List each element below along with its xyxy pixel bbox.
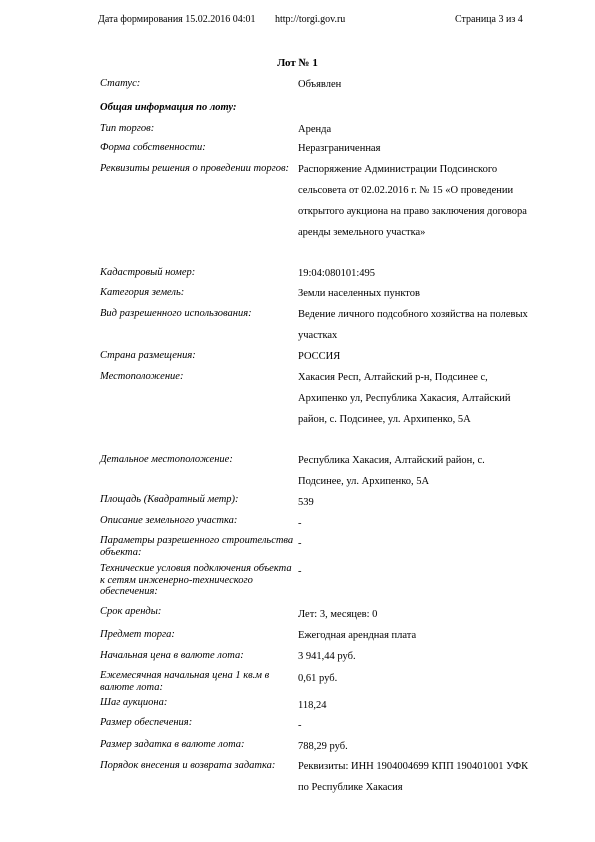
field-label: Предмет торга: [100, 629, 175, 640]
field-value: - [298, 538, 302, 549]
field-label: Шаг аукциона: [100, 697, 168, 708]
field-value: Реквизиты: ИНН 1904004699 КПП 190401001 УФК по Республике Хакасия [298, 761, 529, 793]
lot-title: Лот № 1 [277, 57, 318, 69]
field-value: 3 941,44 руб. [298, 651, 356, 662]
field-value: 0,61 руб. [298, 673, 338, 684]
general-info-heading: Общая информация по лоту: [100, 102, 237, 113]
field-value: 118,24 [298, 700, 327, 711]
field-label: Категория земель: [100, 287, 185, 298]
field-value: Лет: 3, месяцев: 0 [298, 609, 378, 620]
field-label: Местоположение: [100, 371, 184, 382]
field-value: Земли населенных пунктов [298, 288, 420, 299]
field-label: Кадастровый номер: [100, 267, 196, 278]
field-value: - [298, 720, 302, 731]
field-value: Хакасия Респ, Алтайский р-н, Подсинее с, Архипенко ул, Республика Хакасия, Алтайский район, с. Подсинее, ул. Архипенко, 5А [298, 372, 511, 425]
field-value: Республика Хакасия, Алтайский район, с. Подсинее, ул. Архипенко, 5А [298, 455, 485, 487]
field-value: Неразграниченная [298, 143, 381, 154]
field-label: Начальная цена в валюте лота: [100, 650, 244, 661]
field-value: 788,29 руб. [298, 741, 348, 752]
field-label: Площадь (Квадратный метр): [100, 494, 239, 505]
field-label: Порядок внесения и возврата задатка: [100, 760, 276, 771]
field-value: - [298, 566, 302, 577]
field-label: Ежемесячная начальная цена 1 кв.м в валюте лота: [100, 670, 270, 693]
field-label: Форма собственности: [100, 142, 206, 153]
status-value: Объявлен [298, 79, 342, 90]
field-label: Параметры разрешенного строительства объекта: [100, 535, 294, 558]
field-label: Размер обеспечения: [100, 717, 193, 728]
field-label: Описание земельного участка: [100, 515, 238, 526]
field-value: Аренда [298, 124, 332, 135]
status-label: Статус: [100, 78, 141, 89]
generation-date: Дата формирования 15.02.2016 04:01 [98, 14, 256, 25]
field-value: РОССИЯ [298, 351, 341, 362]
field-value: 539 [298, 497, 314, 508]
field-value: Распоряжение Администрации Подсинского сельсовета от 02.02.2016 г. № 15 «О проведении открытого аукциона на право заключения договора аренды земельного участка» [298, 164, 527, 238]
site-url[interactable]: http://torgi.gov.ru [275, 14, 346, 25]
field-label: Страна размещения: [100, 350, 196, 361]
field-value: Ведение личного подсобного хозяйства на полевых участках [298, 309, 528, 341]
field-label: Вид разрешенного использования: [100, 308, 252, 319]
field-value: - [298, 518, 302, 529]
field-label: Тип торгов: [100, 123, 155, 134]
field-label: Детальное местоположение: [100, 454, 233, 465]
page-number: Страница 3 из 4 [455, 14, 523, 25]
field-label: Срок аренды: [100, 606, 162, 617]
field-label: Технические условия подключения объекта к сетям инженерно-технического обеспечения: [100, 563, 292, 597]
field-label: Размер задатка в валюте лота: [100, 739, 245, 750]
field-value: 19:04:080101:495 [298, 268, 376, 279]
field-value: Ежегодная арендная плата [298, 630, 417, 641]
field-label: Реквизиты решения о проведении торгов: [100, 163, 290, 174]
